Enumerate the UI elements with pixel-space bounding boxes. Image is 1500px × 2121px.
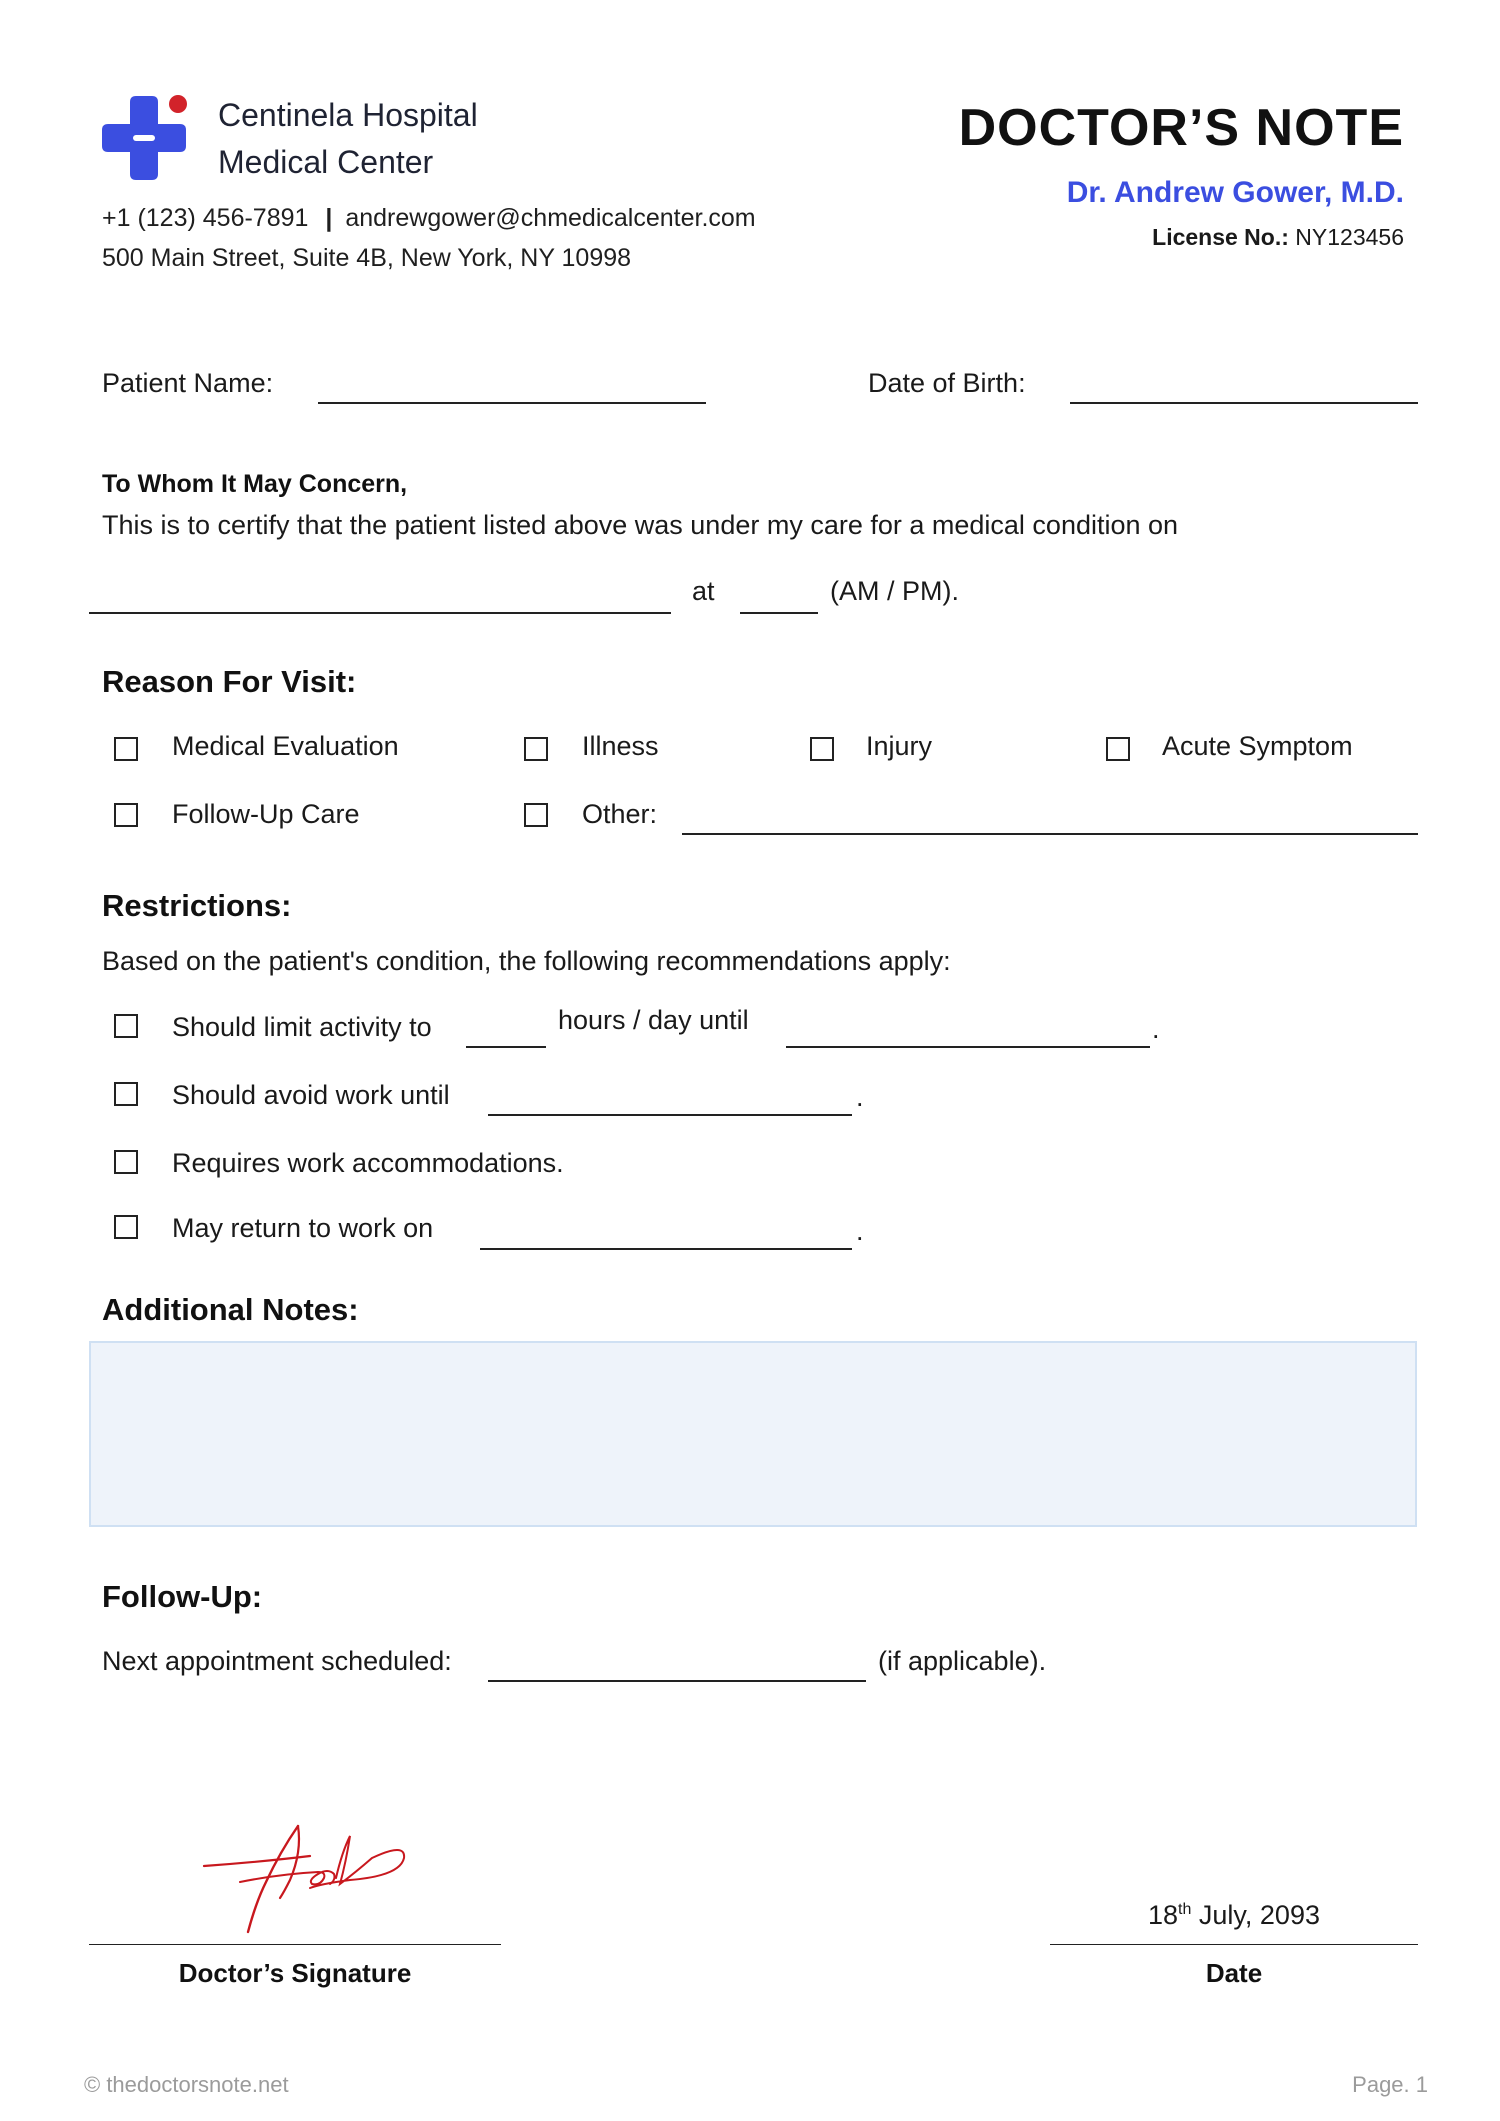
dob-label: Date of Birth:: [868, 368, 1026, 398]
return-period: .: [856, 1216, 864, 1246]
other-label: Other:: [582, 799, 658, 829]
license-label: License No.:: [1152, 224, 1289, 250]
follow-up-care-label: Follow-Up Care: [172, 799, 360, 829]
medical-evaluation-label: Medical Evaluation: [172, 731, 399, 761]
avoid-work-label: Should avoid work until: [172, 1080, 450, 1110]
follow-up-care-checkbox[interactable]: [114, 803, 138, 827]
date-suffix: th: [1178, 1901, 1192, 1918]
limit-activity-checkbox[interactable]: [114, 1014, 138, 1038]
email-address: andrewgower@chmedicalcenter.com: [345, 204, 756, 232]
limit-activity-label: Should limit activity to: [172, 1012, 432, 1042]
medical-evaluation-checkbox[interactable]: [114, 737, 138, 761]
hospital-name-line2: Medical Center: [218, 144, 434, 180]
next-appointment-field[interactable]: [488, 1680, 866, 1682]
reason-heading: Reason For Visit:: [102, 664, 357, 699]
illness-label: Illness: [582, 731, 659, 761]
at-label: at: [692, 576, 715, 606]
if-applicable-label: (if applicable).: [878, 1646, 1047, 1676]
hours-per-day-label: hours / day until: [558, 1005, 749, 1035]
document-title: DOCTOR’S NOTE: [958, 99, 1404, 157]
work-accommodations-label: Requires work accommodations.: [172, 1148, 564, 1178]
hospital-cross-logo-icon: [100, 94, 188, 182]
injury-label: Injury: [866, 731, 933, 761]
avoid-work-checkbox[interactable]: [114, 1082, 138, 1106]
return-to-work-checkbox[interactable]: [114, 1215, 138, 1239]
signature-date: [1050, 1900, 1418, 1931]
avoid-work-until-field[interactable]: [488, 1114, 852, 1116]
restrictions-heading: Restrictions:: [102, 888, 292, 923]
doctor-name: Dr. Andrew Gower, M.D.: [1066, 176, 1404, 209]
additional-notes-heading: Additional Notes:: [102, 1292, 359, 1327]
follow-up-heading: Follow-Up:: [102, 1579, 263, 1614]
license-value: NY123456: [1295, 224, 1404, 250]
signature-line[interactable]: [89, 1944, 501, 1945]
doctor-signature-label: Doctor’s Signature: [178, 1958, 412, 1988]
other-checkbox[interactable]: [524, 803, 548, 827]
hours-field[interactable]: [466, 1046, 546, 1048]
certify-statement: This is to certify that the patient listed above was under my care for a medical condition on: [102, 510, 1179, 540]
date-label: Date: [1205, 1958, 1263, 1988]
next-appointment-label: Next appointment scheduled:: [102, 1646, 452, 1676]
page-number: Page. 1: [1352, 2072, 1428, 2097]
street-address: 500 Main Street, Suite 4B, New York, NY 10998: [102, 244, 632, 272]
ampm-label: (AM / PM).: [830, 576, 959, 606]
doctor-signature-image: [200, 1822, 414, 1942]
limit-period: .: [1152, 1014, 1160, 1044]
care-date-field[interactable]: [89, 612, 671, 614]
copyright-text: © thedoctorsnote.net: [84, 2072, 289, 2097]
date-line[interactable]: [1050, 1944, 1418, 1945]
dob-field[interactable]: [1070, 402, 1418, 404]
hospital-name: [218, 92, 478, 186]
date-day: 18: [1148, 1900, 1179, 1930]
contact-info: [102, 198, 756, 278]
phone-number: +1 (123) 456-7891: [102, 204, 309, 232]
license-number: [1152, 224, 1404, 251]
hospital-name-line1: Centinela Hospital: [218, 97, 478, 133]
injury-checkbox[interactable]: [810, 737, 834, 761]
contact-separator: |: [325, 204, 333, 232]
return-to-work-label: May return to work on: [172, 1213, 434, 1243]
restrictions-intro: Based on the patient's condition, the following recommendations apply:: [102, 946, 951, 976]
patient-name-field[interactable]: [318, 402, 706, 404]
return-date-field[interactable]: [480, 1248, 852, 1250]
acute-symptom-checkbox[interactable]: [1106, 737, 1130, 761]
avoid-period: .: [856, 1082, 864, 1112]
illness-checkbox[interactable]: [524, 737, 548, 761]
patient-name-label: Patient Name:: [102, 368, 274, 398]
limit-until-field[interactable]: [786, 1046, 1150, 1048]
date-month-year: July, 2093: [1191, 1900, 1320, 1930]
work-accommodations-checkbox[interactable]: [114, 1150, 138, 1174]
other-reason-field[interactable]: [682, 833, 1418, 835]
acute-symptom-label: Acute Symptom: [1162, 731, 1353, 761]
care-time-field[interactable]: [740, 612, 818, 614]
additional-notes-textarea[interactable]: [89, 1341, 1417, 1527]
salutation: To Whom It May Concern,: [102, 470, 408, 498]
